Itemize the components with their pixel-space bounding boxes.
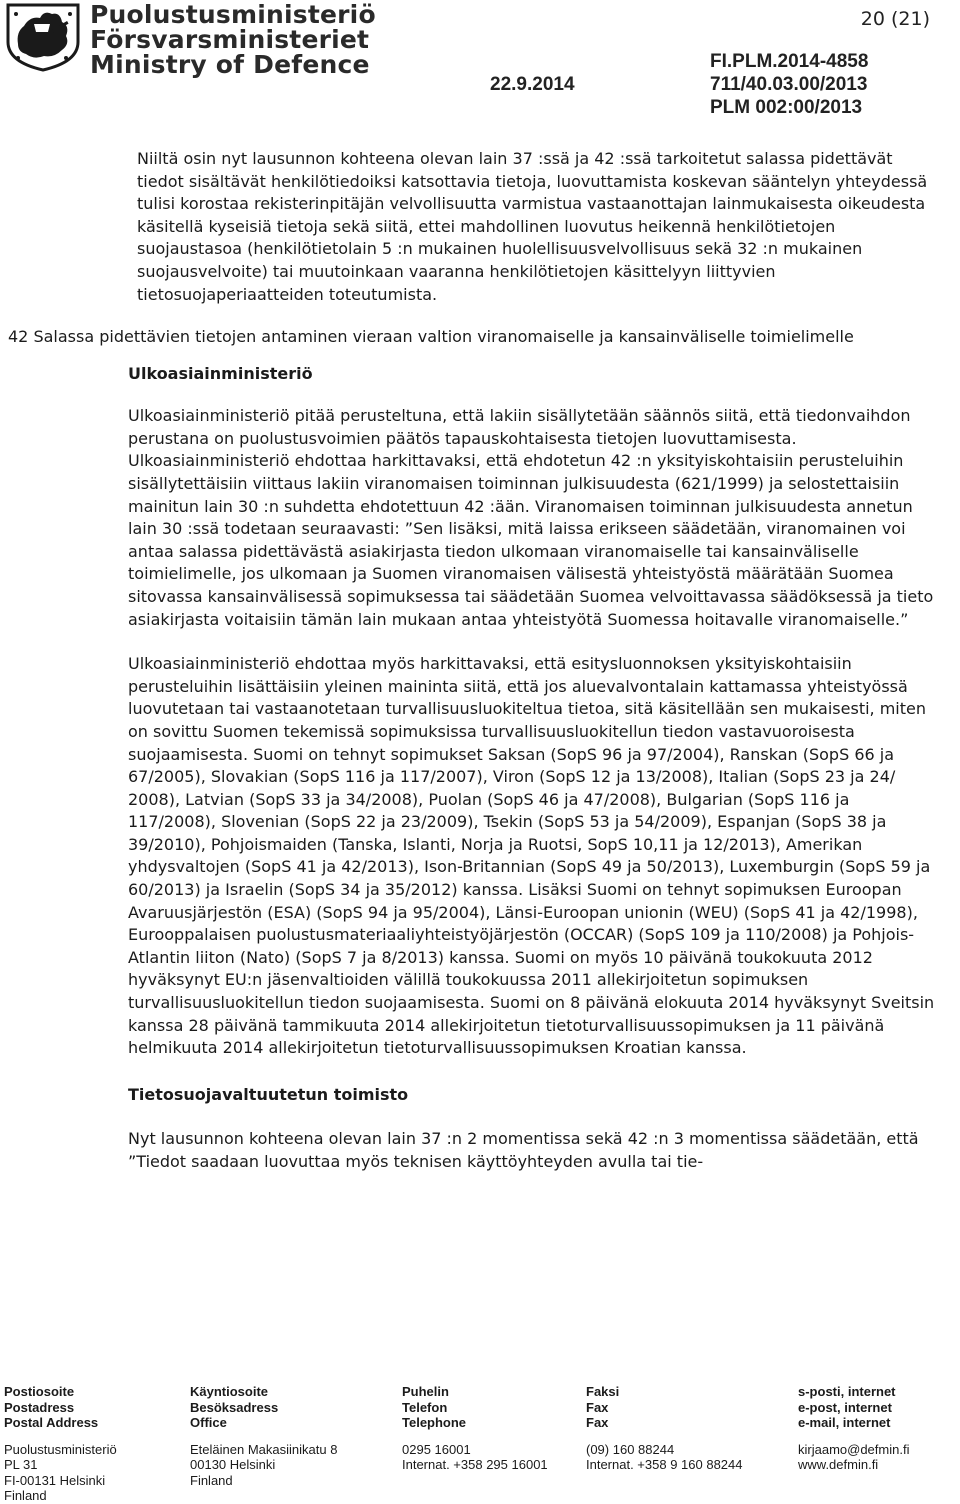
paragraph: Ulkoasiainministeriö pitää perusteltuna, että lakiin sisällytetään säännös siitä, että tiedonvaihdon perustana on puolustusvoimien päätös tapauskohtaisesta tietojen luovuttamisesta. Ulkoasiainministeriö ehdottaa harkittavaksi, että ehdotetun 42 :n yksityiskohtaisiin perusteluihin sisällytettäisiin viittaus lakiin viranomaisen toiminnan julkisuudesta (621/1999) ja selostettaisiin mainitun lain 30 :n suhdetta ehdotettuun 42 :ään. Viranomaisen toiminnan julkisuudesta annetun lain 30 :ssä todetaan seuraavasti: ”Sen lisäksi, mitä laissa erikseen säädetään, viranomainen voi antaa salassa pidettävästä asiakirjasta tiedon ulkomaan viranomaiselle tai kansainväliselle toimielimelle, jos ulkomaan ja Suomen viranomaisen välisestä yhteistyöstä määrätään Suomea sitovassa kansainvälisessä sopimuksessa tai säädetään Suomea velvoittavassa säädöksessä ja tieto asiakirjasta voitaisiin tämän lain mukaan antaa yhteistyötä Suomessa hoitavalle viranomaiselle.” xyxy=(128,406,934,629)
footer-label: Fax xyxy=(586,1399,609,1415)
reference-code: PLM 002:00/2013 xyxy=(710,97,863,118)
document-date: 22.9.2014 xyxy=(490,74,575,95)
heading-ulkoasiainministerio: Ulkoasiainministeriö xyxy=(128,363,313,383)
footer-value: PL 31 xyxy=(4,1457,38,1472)
footer-value: 0295 16001 xyxy=(402,1441,471,1457)
footer-label: Telephone xyxy=(402,1415,467,1430)
footer-value: 00130 Helsinki xyxy=(190,1457,276,1472)
footer-label: Fax xyxy=(586,1415,609,1430)
footer-value: Puolustusministeriö xyxy=(4,1441,117,1457)
footer-value: Internat. +358 9 160 88244 xyxy=(586,1457,743,1472)
heading-tietosuojavaltuutettu: Tietosuojavaltuutetun toimisto xyxy=(128,1084,409,1104)
footer-office-column xyxy=(190,1384,337,1488)
footer-value: Eteläinen Makasiinikatu 8 xyxy=(190,1441,338,1457)
footer-label: s-posti, internet xyxy=(798,1384,896,1399)
footer-label: Postadress xyxy=(4,1399,75,1415)
footer-value: Finland xyxy=(190,1472,233,1488)
ministry-name-en: Ministry of Defence xyxy=(90,50,370,79)
footer-label: Office xyxy=(190,1415,227,1430)
footer-fax-column xyxy=(586,1384,743,1473)
ministry-names xyxy=(90,2,376,77)
footer-value: (09) 160 88244 xyxy=(586,1441,675,1457)
footer-label: Puhelin xyxy=(402,1384,449,1399)
paragraph: Nyt lausunnon kohteena olevan lain 37 :n 2 momentissa sekä 42 :n 3 momentissa säädetään, että ”Tiedot saadaan luovuttaa myös teknisen käyttöyhteyden avulla tai tie- xyxy=(128,1129,919,1171)
ministry-name-sv: Försvarsministeriet xyxy=(90,25,370,54)
ministry-name-fi: Puolustusministeriö xyxy=(90,0,376,29)
footer-label: Käyntiosoite xyxy=(190,1384,269,1399)
reference-codes xyxy=(710,50,868,119)
footer-label: Faksi xyxy=(586,1384,620,1399)
paragraph: Niiltä osin nyt lausunnon kohteena olevan lain 37 :ssä ja 42 :ssä tarkoitetut salassa pidettävät tiedot sisältävät henkilötiedoiksi katsottavia tietoja, luovuttamista koskevan sääntelyn yhteydessä tulisi korostaa rekisterinpitäjän velvollisuutta varmistua vastaanottajan lainmukaisesta oikeudesta käsitellä kyseisiä tietoja sekä siitä, ettei mahdollinen luovutus heikennä henkilötietojen suojaustasoa (henkilötietolain 5 :n mukainen huolellisuusvelvollisuus sekä 32 :n mukainen suojausvelvoite) tai muutoinkaan vaaranna henkilötietojen käsittelyyn liittyvien tietosuojaperiaatteiden toteutumista. xyxy=(137,149,928,304)
footer-value: Internat. +358 295 16001 xyxy=(402,1457,548,1472)
footer-postal-column xyxy=(4,1384,117,1504)
footer-label: Besöksadress xyxy=(190,1399,279,1415)
reference-code: 711/40.03.00/2013 xyxy=(710,74,868,95)
finnish-lion-crest-icon xyxy=(4,2,82,72)
footer-email-column xyxy=(798,1384,909,1473)
footer-label: Postiosoite xyxy=(4,1384,75,1399)
footer-label: e-post, internet xyxy=(798,1399,892,1415)
paragraph: Ulkoasiainministeriö ehdottaa myös harkittavaksi, että esitysluonnoksen yksityiskohtaisiin perusteluihin lisättäisiin yleinen maininta siitä, että jos aluevalvontalain kattamassa yhteistyössä luovutetaan tai vastaanotetaan turvallisuusluokiteltua tietoa, sitä käsitellään sen mukaisesti, miten on sovittu Suomen tekemissä sopimuksissa turvallisuusluokitellun tiedon vastavuoroisesta suojaamisesta. Suomi on tehnyt sopimukset Saksan (SopS 96 ja 97/2004), Ranskan (SopS 66 ja 67/2005), Slovakian (SopS 116 ja 117/2007), Viron (SopS 12 ja 13/2008), Italian (SopS 23 ja 24/ 2008), Latvian (SopS 33 ja 34/2008), Puolan (SopS 46 ja 47/2008), Bulgarian (SopS 116 ja 117/2008), Slovenian (SopS 22 ja 23/2009), Tsekin (SopS 53 ja 54/2009), Espanjan (SopS 38 ja 39/2010), Pohjoismaiden (Tanska, Islanti, Norja ja Ruotsi, SopS 10,11 ja 12/2013), Amerikan yhdysvaltojen (SopS 41 ja 42/2013), Ison-Britannian (SopS 49 ja 50/2013), Luxemburgin (SopS 59 ja 60/2013) ja Israelin (SopS 34 ja 35/2012) kanssa. Lisäksi Suomi on tehnyt sopimuksen Euroopan Avaruusjärjestön (ESA) (SopS 94 ja 95/2004), Länsi-Euroopan unionin (WEU) (SopS 41 ja 42/1998), Eurooppalaisen puolustusmateriaaliyhteistyöjärjestön (OCCAR) (SopS 109 ja 110/2008) ja Pohjois-Atlantin liiton (Nato) (SopS 7 ja 8/2013) kanssa. Suomi on myös 10 päivänä toukokuuta 2012 hyväksynyt EU:n jäsenvaltioiden välillä toukokuussa 2011 allekirjoitetun sopimuksen turvallisuusluokitellun tiedon suojaamisesta. Suomi on 8 päivänä elokuuta 2014 hyväksynyt Sveitsin kanssa 28 päivänä tammikuuta 2014 allekirjoitetun tietoturvallisuussopimuksen ja 11 päivänä helmikuuta 2014 allekirjoitetun tietoturvallisuussopimuksen Kroatian kanssa. xyxy=(128,654,935,1058)
document-body xyxy=(128,148,940,306)
footer-phone-column xyxy=(402,1384,548,1473)
footer-value: FI-00131 Helsinki xyxy=(4,1472,106,1488)
footer-label: Postal Address xyxy=(4,1415,99,1430)
page-number: 20 (21) xyxy=(860,8,930,30)
footer-label: e-mail, internet xyxy=(798,1415,891,1430)
footer-email-link[interactable]: kirjaamo@defmin.fi xyxy=(798,1441,910,1457)
section-body xyxy=(8,326,940,1174)
page-header xyxy=(0,0,960,130)
footer-value: Finland xyxy=(4,1488,47,1503)
section-title: 42 Salassa pidettävien tietojen antaminen vieraan valtion viranomaiselle ja kansainväliselle toimielimelle xyxy=(8,327,854,346)
footer-website-link[interactable]: www.defmin.fi xyxy=(798,1457,879,1472)
footer-label: Telefon xyxy=(402,1399,448,1415)
reference-code: FI.PLM.2014-4858 xyxy=(710,51,869,72)
